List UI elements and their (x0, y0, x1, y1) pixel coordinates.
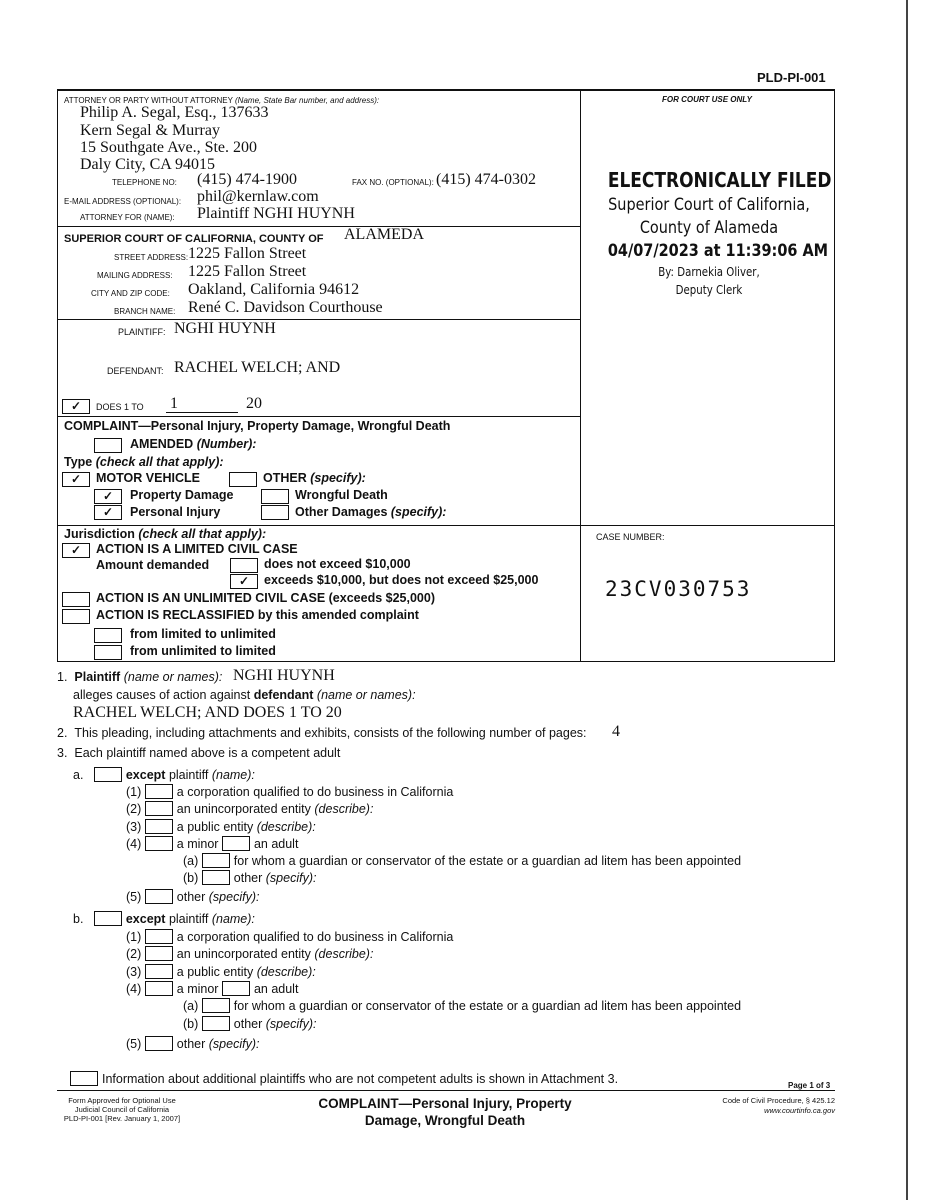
item3b-s1-row: (1) a corporation qualified to do business in California (126, 930, 454, 944)
item1-plaintiff-value: NGHI HUYNH (233, 667, 335, 684)
not-exceed-checkbox[interactable] (230, 558, 258, 573)
mailing-value: 1225 Fallon Street (188, 263, 307, 280)
branch-value: René C. Davidson Courthouse (188, 299, 383, 316)
motor-vehicle-checkbox[interactable]: ✓ (62, 472, 90, 487)
court-use-label: FOR COURT USE ONLY (662, 95, 752, 104)
item3a-s5-checkbox[interactable] (145, 889, 173, 904)
footer-code-cite: Code of Civil Procedure, § 425.12 (722, 1096, 835, 1105)
footer-title-line2: Damage, Wrongful Death (364, 1113, 526, 1128)
footer-title (290, 1095, 600, 1129)
city-value: Oakland, California 94612 (188, 281, 360, 298)
reclassified-label: ACTION IS RECLASSIFIED by this amended complaint (96, 608, 419, 622)
unlimited-label: ACTION IS AN UNLIMITED CIVIL CASE (exceeds $25,000) (96, 591, 435, 605)
divider-complaint (57, 416, 580, 417)
jurisdiction-label: Jurisdiction (check all that apply): (64, 527, 267, 541)
item1-defendant-value: RACHEL WELCH; AND DOES 1 TO 20 (73, 704, 342, 721)
item3a-minor-checkbox[interactable] (145, 836, 173, 851)
item2-value: 4 (612, 723, 620, 740)
header-divider-vertical (580, 89, 581, 662)
lim-to-unlim-label: from limited to unlimited (130, 627, 276, 641)
item3a-s3-checkbox[interactable] (145, 819, 173, 834)
item3a-sa-row: (a) for whom a guardian or conservator of the estate or a guardian ad litem has been appointed (183, 854, 742, 868)
does-to: 20 (246, 395, 262, 412)
property-damage-checkbox[interactable]: ✓ (94, 489, 122, 504)
amount-label: Amount demanded (96, 558, 210, 572)
telephone-value: (415) 474-1900 (197, 171, 297, 188)
does-underline (166, 412, 238, 413)
attorney-for-value: Plaintiff NGHI HUYNH (197, 205, 355, 222)
item3a-s1-checkbox[interactable] (145, 784, 173, 799)
item3a-except-row: a. except plaintiff (name): (73, 768, 255, 782)
item3b-s4-row: (4) a minor an adult (126, 982, 299, 996)
limited-checkbox[interactable]: ✓ (62, 543, 90, 558)
form-id: PLD-PI-001 (757, 70, 826, 85)
amended-checkbox[interactable] (94, 438, 122, 453)
complaint-title: COMPLAINT—Personal Injury, Property Damage, Wrongful Death (64, 419, 451, 433)
street-label: STREET ADDRESS: (114, 253, 189, 262)
exceeds-checkbox[interactable]: ✓ (230, 574, 258, 589)
branch-label: BRANCH NAME: (114, 307, 176, 316)
does-label: DOES 1 TO (96, 402, 144, 412)
does-from: 1 (170, 395, 178, 412)
attorney-address1: 15 Southgate Ave., Ste. 200 (80, 139, 258, 156)
not-exceed-label: does not exceed $10,000 (264, 557, 411, 571)
fax-label: FAX NO. (OPTIONAL): (352, 178, 434, 187)
personal-injury-checkbox[interactable]: ✓ (94, 505, 122, 520)
lim-to-unlim-checkbox[interactable] (94, 628, 122, 643)
item3-row: 3. Each plaintiff named above is a competent adult (57, 746, 341, 760)
item3b-s3-checkbox[interactable] (145, 964, 173, 979)
court-county: ALAMEDA (344, 226, 424, 243)
item3a-adult-checkbox[interactable] (222, 836, 250, 851)
case-number-label: CASE NUMBER: (596, 532, 665, 542)
item3a-sa-checkbox[interactable] (202, 853, 230, 868)
item3b-s3-row: (3) a public entity (describe): (126, 965, 316, 979)
unlim-to-lim-label: from unlimited to limited (130, 644, 276, 658)
item3b-sb-row: (b) other (specify): (183, 1017, 317, 1031)
item3a-s5-row: (5) other (specify): (126, 890, 260, 904)
wrongful-death-checkbox[interactable] (261, 489, 289, 504)
item3b-sb-checkbox[interactable] (202, 1016, 230, 1031)
info-row: Information about additional plaintiffs who are not competent adults is shown in Attachment 3. (70, 1071, 618, 1086)
item3a-s1-row: (1) a corporation qualified to do business in California (126, 785, 454, 799)
footer-rule (57, 1090, 835, 1091)
limited-label: ACTION IS A LIMITED CIVIL CASE (96, 542, 298, 556)
attorney-name: Philip A. Segal, Esq., 137633 (80, 104, 269, 121)
stamp-title: ELECTRONICALLY FILED (607, 168, 832, 192)
item3b-s2-row: (2) an unincorporated entity (describe): (126, 947, 374, 961)
item1-alleges-row: alleges causes of action against defendant (name or names): (73, 688, 416, 702)
item3a-sb-checkbox[interactable] (202, 870, 230, 885)
footer-page: Page 1 of 3 (788, 1081, 831, 1090)
item3b-minor-checkbox[interactable] (145, 981, 173, 996)
defendant-label: DEFENDANT: (107, 366, 164, 376)
stamp-datetime: 04/07/2023 at 11:39:06 AM (607, 241, 829, 261)
defendant-value: RACHEL WELCH; AND (174, 359, 341, 376)
other-checkbox[interactable] (229, 472, 257, 487)
item3b-s2-checkbox[interactable] (145, 946, 173, 961)
attorney-firm: Kern Segal & Murray (80, 122, 220, 139)
email-value: phil@kernlaw.com (197, 188, 319, 205)
court-label: SUPERIOR COURT OF CALIFORNIA, COUNTY OF (64, 233, 324, 245)
item1-row: 1. Plaintiff (name or names): (57, 670, 223, 684)
reclassified-checkbox[interactable] (62, 609, 90, 624)
attorney-for-label: ATTORNEY FOR (NAME): (80, 213, 175, 222)
header-left-border (57, 89, 58, 662)
stamp-county: County of Alameda (639, 218, 779, 238)
does-checkbox[interactable]: ✓ (62, 399, 90, 414)
other-label: OTHER (specify): (263, 471, 366, 485)
item3a-s3-row: (3) a public entity (describe): (126, 820, 316, 834)
city-label: CITY AND ZIP CODE: (91, 289, 170, 298)
stamp-role: Deputy Clerk (675, 283, 743, 297)
scan-edge-line (906, 0, 908, 1200)
attorney-label: ATTORNEY OR PARTY WITHOUT ATTORNEY (Name, State Bar number, and address): (64, 96, 380, 105)
telephone-label: TELEPHONE NO: (112, 178, 177, 187)
header-top-border (57, 89, 835, 91)
exceeds-label: exceeds $10,000, but does not exceed $25,000 (264, 573, 539, 587)
item3b-sa-row: (a) for whom a guardian or conservator of the estate or a guardian ad litem has been appointed (183, 999, 742, 1013)
plaintiff-value: NGHI HUYNH (174, 320, 276, 337)
personal-injury-label: Personal Injury (130, 505, 221, 519)
header-right-border (834, 89, 835, 662)
item3b-s5-row: (5) other (specify): (126, 1037, 260, 1051)
footer-website-link[interactable]: www.courtinfo.ca.gov (764, 1106, 835, 1115)
item3b-s1-checkbox[interactable] (145, 929, 173, 944)
plaintiff-label: PLAINTIFF: (118, 327, 166, 337)
item3b-except-row: b. except plaintiff (name): (73, 912, 255, 926)
efiled-stamp (590, 168, 832, 297)
info-checkbox[interactable] (70, 1071, 98, 1086)
wrongful-death-label: Wrongful Death (295, 488, 388, 502)
type-label: Type (check all that apply): (64, 455, 224, 469)
street-value: 1225 Fallon Street (188, 245, 307, 262)
item3b-except-checkbox[interactable] (94, 911, 122, 926)
case-number-value: 23CV030753 (605, 577, 752, 601)
unlimited-checkbox[interactable] (62, 592, 90, 607)
attorney-address2: Daly City, CA 94015 (80, 156, 215, 173)
item3a-s2-checkbox[interactable] (145, 801, 173, 816)
unlim-to-lim-checkbox[interactable] (94, 645, 122, 660)
item3b-s5-checkbox[interactable] (145, 1036, 173, 1051)
other-damages-label: Other Damages (specify): (295, 505, 447, 519)
stamp-court: Superior Court of California, (608, 195, 810, 215)
mailing-label: MAILING ADDRESS: (97, 271, 173, 280)
motor-vehicle-label: MOTOR VEHICLE (96, 471, 200, 485)
divider-parties (57, 319, 580, 320)
item3b-sa-checkbox[interactable] (202, 998, 230, 1013)
property-damage-label: Property Damage (130, 488, 234, 502)
item3b-adult-checkbox[interactable] (222, 981, 250, 996)
item3a-s4-row: (4) a minor an adult (126, 837, 299, 851)
footer-left-line3: PLD-PI-001 [Rev. January 1, 2007] (63, 1114, 181, 1123)
footer-title-line1: COMPLAINT—Personal Injury, Property (318, 1096, 572, 1111)
divider-jurisdiction (57, 525, 835, 526)
item3a-sb-row: (b) other (specify): (183, 871, 317, 885)
item3a-s2-row: (2) an unincorporated entity (describe): (126, 802, 374, 816)
item3a-except-checkbox[interactable] (94, 767, 122, 782)
footer-left-line2: Judicial Council of California (74, 1105, 170, 1114)
item2-row: 2. This pleading, including attachments and exhibits, consists of the following number of pages: (57, 726, 587, 740)
footer-left-line1: Form Approved for Optional Use (68, 1096, 176, 1105)
footer-left (57, 1096, 187, 1123)
divider-court (57, 226, 580, 227)
footer-right (690, 1096, 835, 1116)
amended-label: AMENDED (Number): (130, 437, 257, 451)
header-bottom-border (57, 661, 835, 662)
other-damages-checkbox[interactable] (261, 505, 289, 520)
email-label: E-MAIL ADDRESS (OPTIONAL): (64, 197, 182, 206)
stamp-by: By: Darnekia Oliver, (658, 265, 760, 279)
fax-value: (415) 474-0302 (436, 171, 536, 188)
